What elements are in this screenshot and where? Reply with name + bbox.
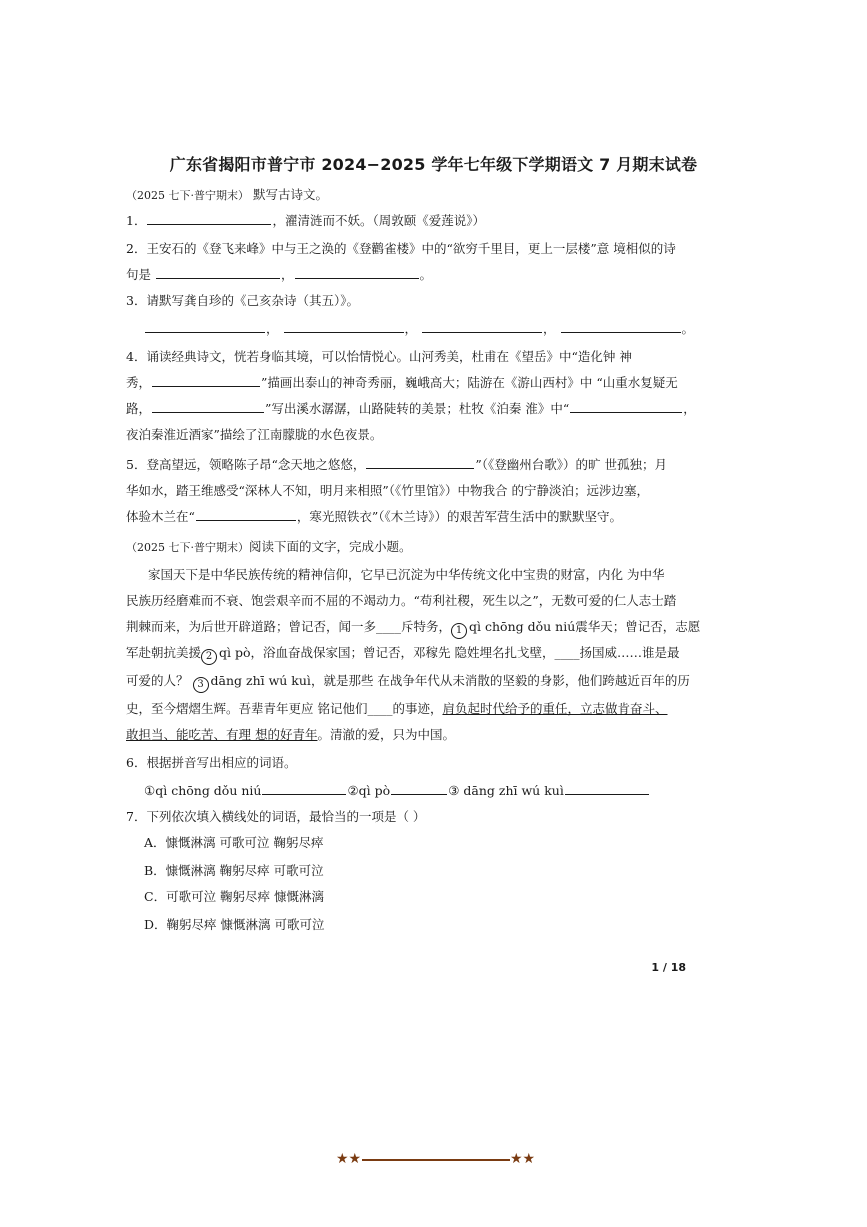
question-text: ，寒光照铁衣”（《木兰诗》）的艰苦军营生活中的默默坚守。 (296, 509, 623, 524)
pinyin: qì pò (358, 783, 391, 798)
star-icon: ★★ (510, 1151, 536, 1167)
question-number: 1． (126, 213, 147, 228)
passage-text: 荆棘而来，为后世开辟道路；曾记否，闻一多____斥特务， (126, 619, 452, 634)
option-b[interactable]: B．慷慨淋漓 鞠躬尽瘁 可歌可泣 (144, 863, 324, 878)
question-3-blanks (144, 320, 704, 338)
section-instruction: 默写古诗文。 (252, 187, 328, 202)
answer-blank (391, 782, 447, 795)
passage-line-5 (126, 672, 690, 693)
circled-number: ① (144, 783, 156, 798)
punctuation: ， (683, 401, 696, 416)
pinyin: qì pò (219, 645, 251, 660)
passage-line-1: 家国天下是中华民族传统的精神信仰，它早已沉淀为中华传统文化中宝贵的财富，内化 为中华 (148, 567, 665, 582)
answer-blank (570, 400, 682, 413)
question-1 (126, 212, 686, 230)
question-text: 5．登高望远，领略陈子昂“念天地之悠悠， (126, 457, 366, 472)
question-text: ”写出溪水潺潺，山路陡转的美景；杜牧《泊秦 淮》中“ (265, 401, 570, 416)
passage-text: 军赴朝抗美援 (126, 645, 202, 660)
section-heading-2 (126, 538, 686, 557)
option-d[interactable]: D．鞠躬尽瘁 慷慨淋漓 可歌可泣 (144, 917, 325, 932)
pinyin: qì chōng dǒu niú (469, 619, 576, 634)
question-text: 句是 (126, 267, 152, 282)
passage-text: ，浴血奋战保家国；曾记否，邓稼先 隐姓埋名扎戈壁，____扬国威……谁是最 (250, 645, 680, 660)
passage-text: 可爱的人？ (126, 673, 189, 688)
pinyin: dāng zhī wú kuì (210, 673, 311, 688)
question-6: 6．根据拼音写出相应的词语。 (126, 755, 297, 770)
question-text: ”（《登幽州台歌》）的旷 世孤独；月 (475, 457, 667, 472)
page-number: 1 / 18 (651, 961, 686, 974)
answer-blank (152, 400, 264, 413)
answer-blank (156, 266, 280, 279)
passage-text: 。清澈的爱，只为中国。 (317, 727, 455, 742)
question-2-line-1: 2．王安石的《登飞来峰》中与王之涣的《登鹳雀楼》中的“欲穷千里目，更上一层楼”意 境相似的诗 (126, 241, 676, 256)
pinyin: dāng zhī wú kuì (463, 783, 564, 798)
answer-blank (196, 508, 296, 521)
question-text: ，濯清涟而不妖。（周敦颐《爱莲说》） (272, 213, 485, 228)
answer-blank (565, 782, 649, 795)
answer-blank (561, 320, 681, 333)
question-5-line-3 (126, 508, 686, 526)
passage-line-6 (126, 700, 686, 718)
question-4-line-1: 4．诵读经典诗文，恍若身临其境，可以怡情悦心。山河秀美，杜甫在《望岳》中“造化钟 神 (126, 349, 632, 364)
punctuation: ， (281, 267, 294, 282)
circled-number-1: 1 (451, 623, 467, 639)
question-3: 3．请默写龚自珍的《己亥杂诗（其五）》。 (126, 293, 359, 308)
source-tag: （2025 七下·普宁期末） (126, 189, 249, 202)
section-instruction: 阅读下面的文字，完成小题。 (249, 539, 412, 554)
question-4-line-4: 夜泊秦淮近酒家”描绘了江南朦胧的水色夜景。 (126, 427, 383, 442)
footer-divider (362, 1159, 510, 1161)
answer-blank (284, 320, 404, 333)
circled-number: ③ (448, 783, 460, 798)
question-text: 体验木兰在“ (126, 509, 195, 524)
question-2-line-2 (126, 266, 686, 284)
question-6-answers (144, 782, 704, 800)
question-4-line-2 (126, 374, 686, 392)
answer-blank (422, 320, 542, 333)
passage-line-7 (126, 726, 686, 744)
question-5-line-1 (126, 456, 686, 474)
passage-line-2: 民族历经磨难而不衰、饱尝艰辛而不屈的不竭动力。“苟利社稷，死生以之”，无数可爱的仁人志士踏 (126, 593, 677, 608)
question-text: ”描画出泰山的神奇秀丽，巍峨高大；陆游在《游山西村》中 “山重水复疑无 (261, 375, 678, 390)
answer-blank (366, 456, 474, 469)
pinyin: qì chōng dǒu niú (155, 783, 262, 798)
answer-blank (262, 782, 346, 795)
punctuation: ， (404, 321, 418, 336)
source-tag: （2025 七下·普宁期末） (126, 541, 249, 554)
passage-line-4 (126, 644, 686, 665)
circled-number: ② (347, 783, 359, 798)
option-a[interactable]: A．慷慨淋漓 可歌可泣 鞠躬尽瘁 (144, 835, 324, 850)
punctuation: ， (543, 321, 556, 336)
question-7: 7．下列依次填入横线处的词语，最恰当的一项是（ ） (126, 809, 426, 824)
option-c[interactable]: C．可歌可泣 鞠躬尽瘁 慷慨淋漓 (144, 889, 325, 904)
question-5-line-2: 华如水，踏王维感受“深林人不知，明月来相照”（《竹里馆》）中物我合 的宁静淡泊；远涉边塞， (126, 483, 650, 498)
underlined-sentence: 敢担当、能吃苦、有理 想的好青年 (126, 727, 318, 742)
footer-ornament (336, 1150, 536, 1170)
punctuation: ， (266, 321, 279, 336)
star-icon: ★★ (336, 1151, 362, 1167)
punctuation: 。 (681, 321, 695, 336)
circled-number-3: 3 (193, 677, 209, 693)
section-heading-1 (126, 186, 686, 205)
passage-text: ，就是那些 在战争年代从未消散的坚毅的身影，他们跨越近百年的历 (310, 673, 690, 688)
passage-text: 史，至今熠熠生辉。吾辈青年更应 铭记他们____的事迹， (126, 701, 443, 716)
answer-blank (145, 320, 265, 333)
passage-line-3 (126, 618, 701, 639)
page-title: 广东省揭阳市普宁市 2024−2025 学年七年级下学期语文 7 月期末试卷 (169, 155, 698, 174)
question-text: 路， (126, 401, 152, 416)
question-text: 秀， (126, 375, 152, 390)
question-4-line-3 (126, 400, 696, 418)
punctuation: 。 (419, 267, 433, 282)
answer-blank (147, 212, 271, 225)
answer-blank (152, 374, 260, 387)
circled-number-2: 2 (201, 649, 217, 665)
underlined-sentence: 肩负起时代给予的重任，立志做肯奋斗、 (442, 701, 668, 716)
answer-blank (295, 266, 419, 279)
passage-text: 震华天；曾记否，志愿 (575, 619, 701, 634)
